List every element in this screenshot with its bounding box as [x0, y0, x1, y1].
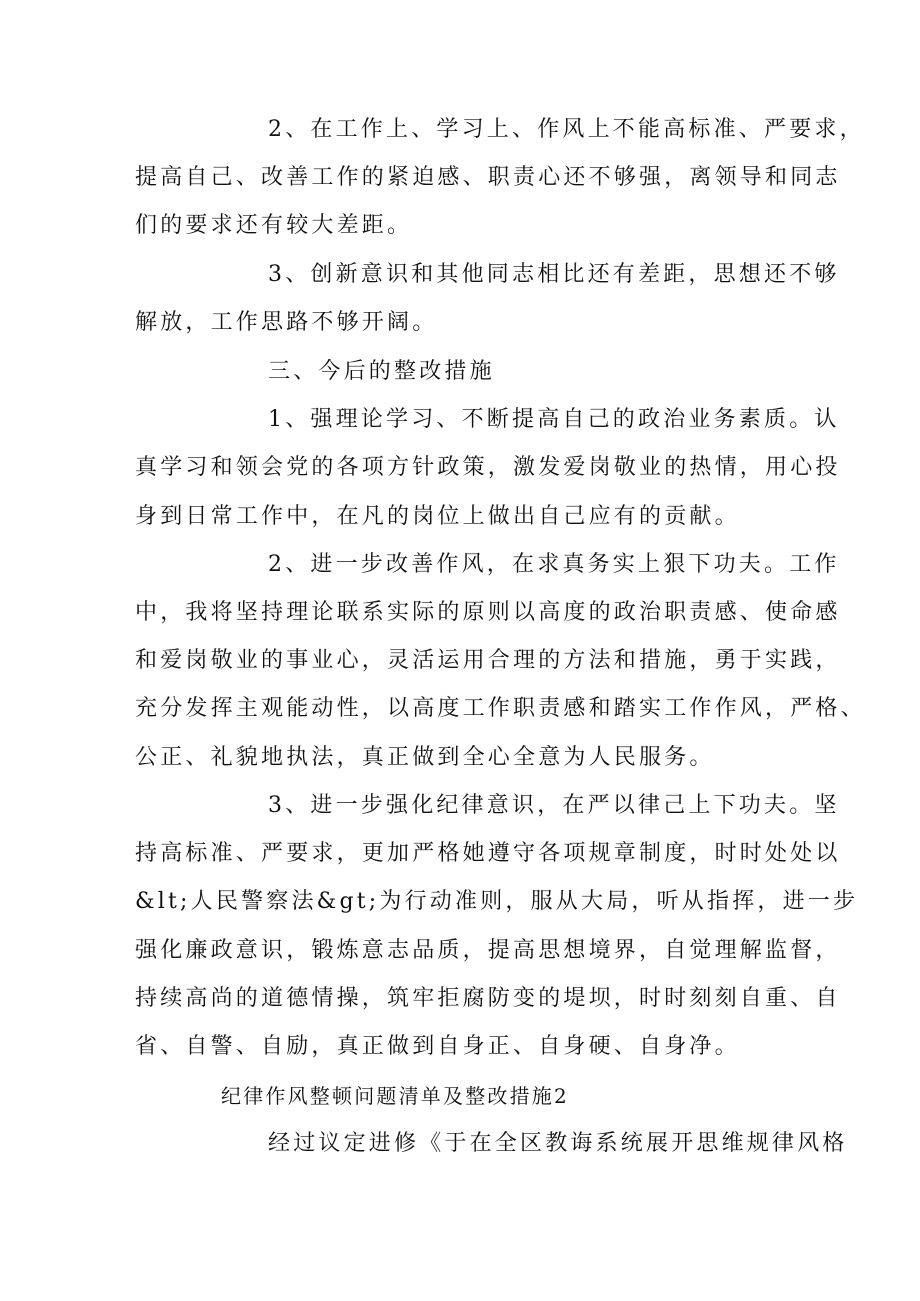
section-heading: 三、今后的整改措施	[268, 359, 495, 384]
measure-3-line-3: &lt;人民警察法&gt;为行动准则，服从大局，听从指挥，进一步	[135, 889, 859, 914]
second-document-first-line: 经过议定进修《于在全区教诲系统展开思维规律风格	[268, 1131, 848, 1156]
paragraph-3-line-2: 解放，工作思路不够开阔。	[135, 310, 438, 335]
measure-1-line-1: 1、强理论学习、不断提高自己的政治业务素质。认	[268, 407, 840, 432]
measure-3-line-6: 省、自警、自励，真正做到自身正、自身硬、自身净。	[135, 1034, 740, 1059]
measure-3-line-1: 3、进一步强化纪律意识，在严以律己上下功夫。坚	[268, 793, 840, 818]
paragraph-3-line-1: 3、创新意识和其他同志相比还有差距，思想还不够	[268, 262, 840, 287]
measure-2-line-1: 2、进一步改善作风，在求真务实上狠下功夫。工作	[268, 552, 840, 577]
paragraph-2-line-2: 提高自己、改善工作的紧迫感、职责心还不够强，离领导和同志	[135, 165, 841, 190]
measure-2-line-5: 公正、礼貌地执法，真正做到全心全意为人民服务。	[135, 745, 715, 770]
paragraph-2-line-3: 们的要求还有较大差距。	[135, 213, 413, 238]
measure-3-line-2: 持高标准、严要求，更加严格她遵守各项规章制度，时时处处以	[135, 841, 841, 866]
measure-3-line-5: 持续高尚的道德情操，筑牢拒腐防变的堤坝，时时刻刻自重、自	[135, 986, 841, 1011]
measure-2-line-2: 中，我将坚持理论联系实际的原则以高度的政治职责感、使命感	[135, 600, 841, 625]
measure-1-line-3: 身到日常工作中，在凡的岗位上做出自己应有的贡献。	[135, 504, 740, 529]
measure-2-line-3: 和爱岗敬业的事业心，灵活运用合理的方法和措施，勇于实践，	[135, 648, 841, 673]
measure-1-line-2: 真学习和领会党的各项方针政策，激发爱岗敬业的热情，用心投	[135, 455, 841, 480]
second-document-title: 纪律作风整顿问题清单及整改措施2	[221, 1084, 569, 1108]
measure-2-line-4: 充分发挥主观能动性，以高度工作职责感和踏实工作作风，严格、	[135, 696, 866, 721]
paragraph-2-line-1: 2、在工作上、学习上、作风上不能高标准、严要求，	[268, 117, 865, 142]
measure-3-line-4: 强化廉政意识，锻炼意志品质，提高思想境界，自觉理解监督，	[135, 938, 841, 963]
